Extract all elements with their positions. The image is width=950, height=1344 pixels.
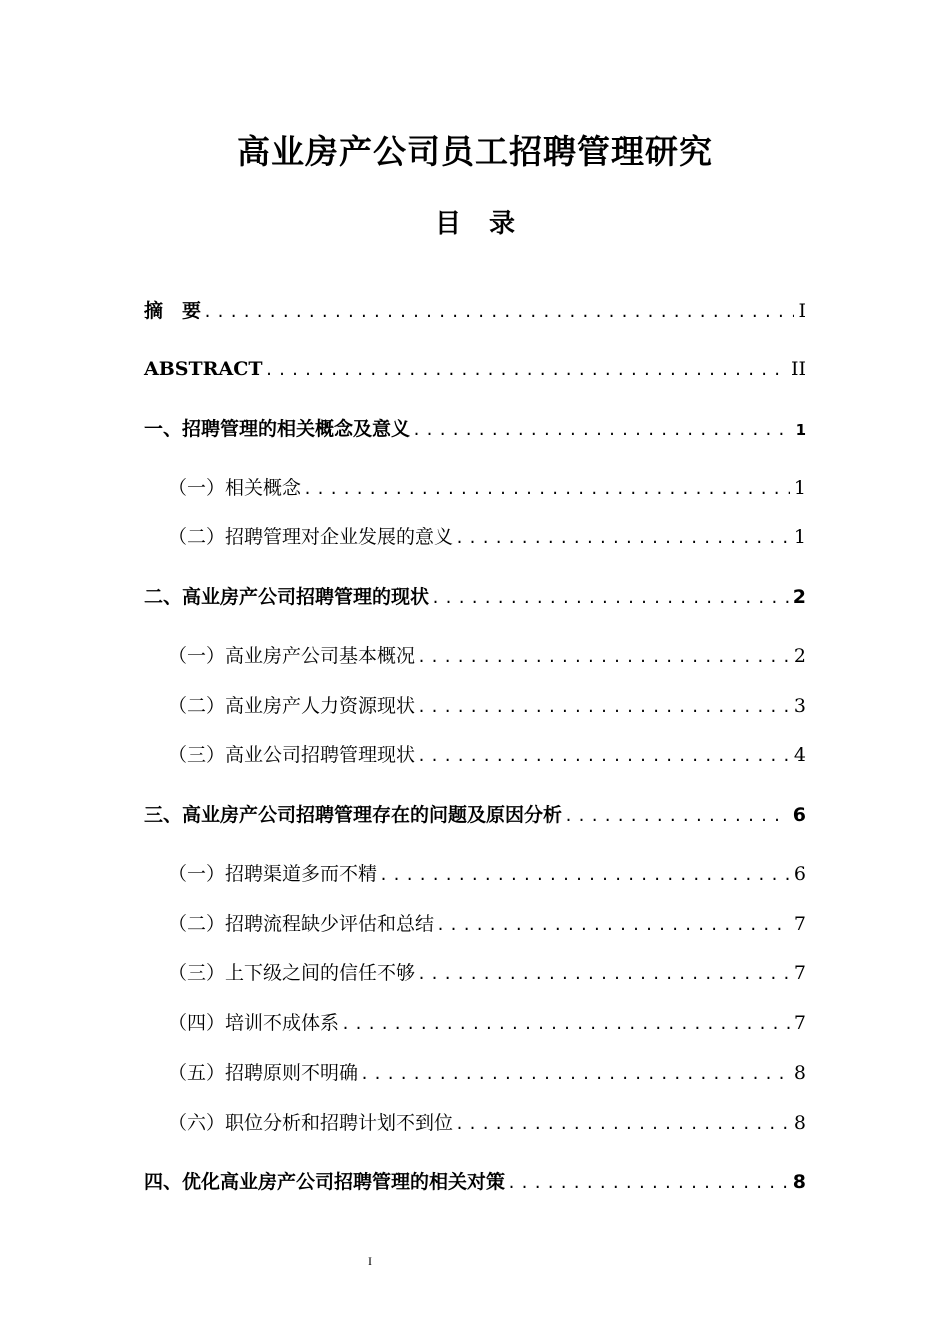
toc-dot-leader [417, 642, 790, 672]
toc-dot-leader [436, 910, 790, 940]
toc-dot-leader [264, 355, 787, 385]
toc-entry-page: 1 [793, 477, 806, 499]
toc-entry-section-3-3[interactable] [144, 958, 806, 988]
toc-entry-label: （三）高业公司招聘管理现状 [168, 744, 416, 766]
toc-entry-page: 8 [793, 1062, 806, 1084]
toc-entry-label: 二、高业房产公司招聘管理的现状 [144, 586, 430, 608]
toc-dot-leader [341, 1009, 790, 1039]
toc-entry-label: 一、招聘管理的相关概念及意义 [144, 418, 411, 440]
toc-entry-page: 1 [795, 421, 806, 439]
toc-entry-label: （一）招聘渠道多而不精 [168, 863, 378, 885]
toc-entry-page: 6 [792, 804, 806, 826]
toc-entry-label: （二）招聘管理对企业发展的意义 [168, 526, 454, 548]
toc-entry-section-1-2[interactable] [144, 522, 806, 552]
toc-entry-page: 7 [793, 962, 806, 984]
toc-entry-label: （四）培训不成体系 [168, 1012, 340, 1034]
toc-entry-label: 四、优化高业房产公司招聘管理的相关对策 [144, 1171, 506, 1193]
toc-entry-chapter-1[interactable] [144, 414, 806, 444]
toc-entry-page: 4 [793, 744, 806, 766]
toc-entry-page: 2 [792, 586, 806, 608]
toc-dot-leader [203, 297, 794, 327]
document-title: 高业房产公司员工招聘管理研究 [237, 132, 713, 171]
toc-entry-page: 7 [793, 913, 806, 935]
toc-entry-page: 6 [793, 863, 806, 885]
toc-entry-label: （二）招聘流程缺少评估和总结 [168, 913, 435, 935]
toc-dot-leader [564, 801, 789, 831]
toc-dot-leader [412, 415, 792, 445]
toc-entry-section-1-1[interactable] [144, 473, 806, 503]
toc-entry-section-3-1[interactable] [144, 859, 806, 889]
toc-dot-leader [417, 692, 790, 722]
toc-entry-section-2-2[interactable] [144, 691, 806, 721]
toc-entry-label: （五）招聘原则不明确 [168, 1062, 359, 1084]
toc-entry-chapter-2[interactable] [144, 582, 806, 612]
page-number-footer: I [368, 1254, 372, 1268]
toc-entry-label: 三、高业房产公司招聘管理存在的问题及原因分析 [144, 804, 563, 826]
toc-dot-leader [431, 583, 789, 613]
toc-entry-page: 2 [793, 645, 806, 667]
toc-entry-page: 1 [793, 526, 806, 548]
toc-entry-section-2-3[interactable] [144, 740, 806, 770]
toc-entry-section-3-5[interactable] [144, 1058, 806, 1088]
toc-entry-label: （一）高业房产公司基本概况 [168, 645, 416, 667]
toc-dot-leader [303, 474, 790, 504]
toc-dot-leader [507, 1168, 789, 1198]
toc-dot-leader [455, 1109, 790, 1139]
toc-entry-page: I [798, 300, 806, 322]
toc-entry-label: （三）上下级之间的信任不够 [168, 962, 416, 984]
toc-entry-page: II [790, 358, 806, 380]
toc-entry-label: 摘 要 [144, 300, 202, 322]
toc-entry-section-3-4[interactable] [144, 1008, 806, 1038]
toc-dot-leader [379, 860, 790, 890]
toc-entry-label: ABSTRACT [144, 358, 263, 380]
toc-entry-page: 3 [793, 695, 806, 717]
toc-dot-leader [417, 741, 790, 771]
toc-entry-page: 8 [792, 1171, 806, 1193]
toc-entry-section-2-1[interactable] [144, 641, 806, 671]
toc-entry-abstract-en[interactable] [144, 354, 806, 384]
toc-entry-chapter-4[interactable] [144, 1167, 806, 1197]
toc-entry-section-3-2[interactable] [144, 909, 806, 939]
toc-entry-section-3-6[interactable] [144, 1108, 806, 1138]
toc-entry-chapter-3[interactable] [144, 800, 806, 830]
table-of-contents [144, 0, 806, 1344]
toc-entry-label: （二）高业房产人力资源现状 [168, 695, 416, 717]
toc-entry-abstract-cn[interactable] [144, 296, 806, 326]
toc-entry-page: 8 [793, 1112, 806, 1134]
toc-dot-leader [417, 959, 790, 989]
toc-entry-label: （一）相关概念 [168, 477, 302, 499]
toc-entry-label: （六）职位分析和招聘计划不到位 [168, 1112, 454, 1134]
toc-heading: 目录 [434, 209, 543, 239]
toc-entry-page: 7 [793, 1012, 806, 1034]
toc-dot-leader [455, 523, 790, 553]
toc-dot-leader [360, 1059, 790, 1089]
